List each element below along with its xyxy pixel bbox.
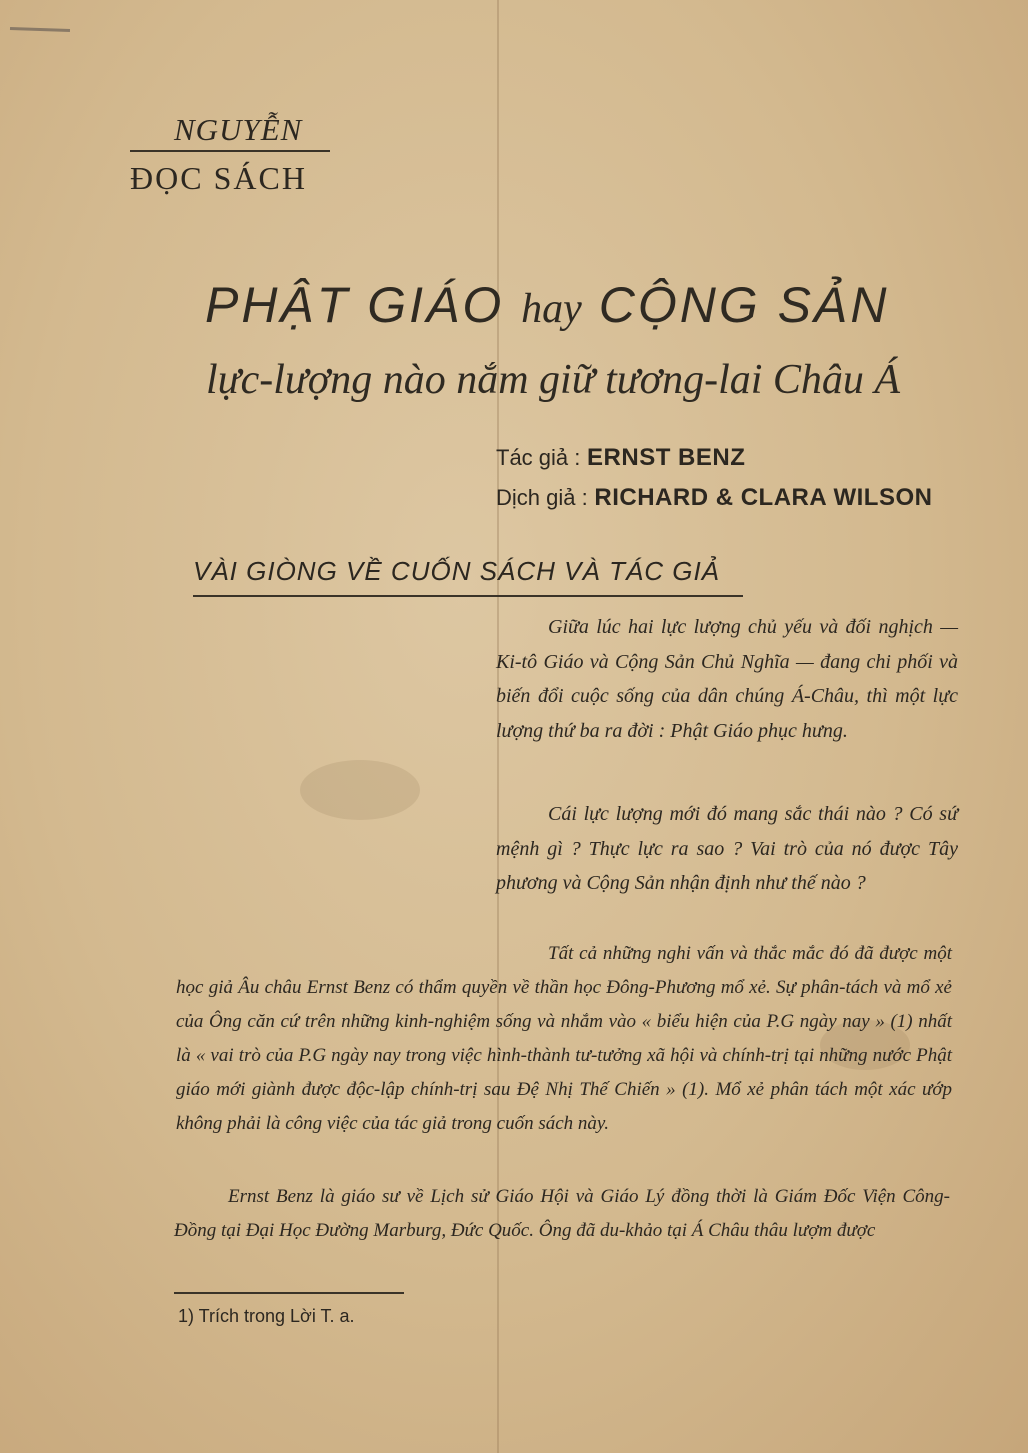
intro-heading-underline — [193, 595, 743, 597]
column-header — [130, 112, 330, 197]
translator-credit — [496, 478, 932, 518]
title-conjunction: hay — [521, 286, 582, 332]
paper-stain — [300, 760, 420, 820]
book-credits — [496, 438, 932, 518]
intro-paragraph-3: Tất cả những nghi vấn và thắc mắc đó đã được một học giả Âu châu Ernst Benz có thẩm quyền về thần học Đông-Phương mổ xẻ. Sự phân-tách và mổ xẻ của Ông căn cứ trên những kinh-nghiệm sống và nhắm vào « biểu hiện của P.G ngày nay » (1) nhất là « vai trò của P.G ngày nay trong việc hình-thành tư-tưởng xã hội và chính-trị tại những nước Phật giáo mới giành được độc-lập chính-trị sau Đệ Nhị Thế Chiến » (1). Mổ xẻ phân tách một xác ướp không phải là công việc của tác giả trong cuốn sách này. — [176, 943, 952, 1134]
intro-heading: VÀI GIÒNG VỀ CUỐN SÁCH VÀ TÁC GIẢ — [193, 556, 721, 586]
article-subtitle: lực-lượng nào nắm giữ tương-lai Châu Á — [206, 357, 901, 403]
column-author: NGUYỄN — [174, 112, 303, 147]
translator-label: Dịch giả : — [496, 485, 588, 510]
footnote: 1) Trích trong Lời T. a. — [178, 1306, 355, 1326]
author-name: ERNST BENZ — [587, 444, 746, 471]
intro-paragraph-4: Ernst Benz là giáo sư về Lịch sử Giáo Hội và Giáo Lý đồng thời là Giám Đốc Viện Công-Đồng tại Đại Học Đường Marburg, Đức Quốc. Ông đã du-khảo tại Á Châu thâu lượm được — [174, 1186, 950, 1241]
author-label: Tác giả : — [496, 445, 581, 470]
section-title: ĐỌC SÁCH — [130, 160, 307, 196]
translator-name: RICHARD & CLARA WILSON — [594, 484, 933, 511]
author-credit — [496, 438, 932, 478]
intro-paragraph-1: Giữa lúc hai lực lượng chủ yếu và đối nghịch — Ki-tô Giáo và Cộng Sản Chủ Nghĩa — đang chi phối và biến đổi cuộc sống của dân chúng Á-Châu, thì một lực lượng thứ ba ra đời : Phật Giáo phục hưng. — [496, 616, 958, 742]
footnote-divider — [174, 1292, 404, 1294]
intro-paragraph-2: Cái lực lượng mới đó mang sắc thái nào ? Có sứ mệnh gì ? Thực lực ra sao ? Vai trò của nó được Tây phương và Cộng Sản nhận định như thế nào ? — [496, 803, 958, 894]
edge-mark — [10, 27, 70, 32]
title-part-communism: CỘNG SẢN — [598, 277, 890, 333]
header-divider — [130, 150, 330, 152]
article-title — [205, 276, 889, 334]
title-part-buddhism: PHẬT GIÁO — [205, 277, 505, 333]
